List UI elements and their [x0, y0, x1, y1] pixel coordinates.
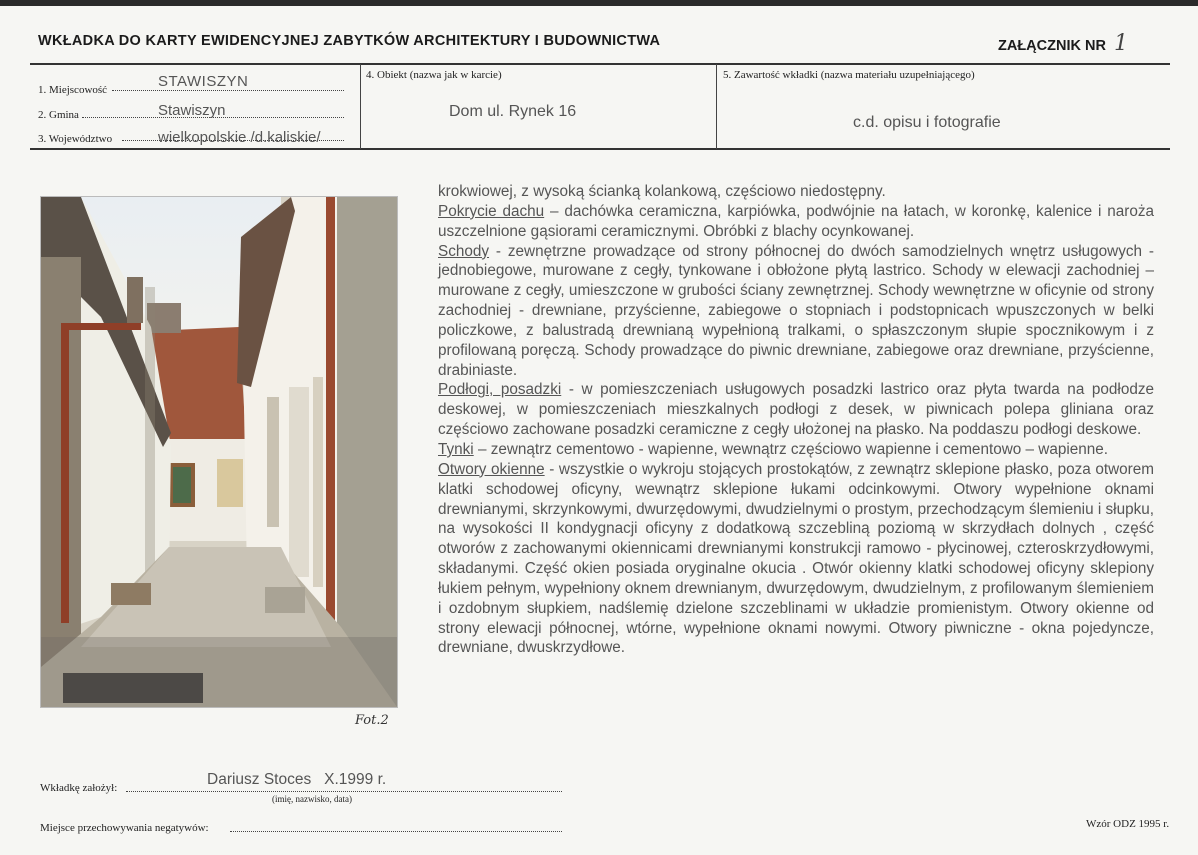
roof-paragraph — [438, 202, 1154, 242]
commune-label: 2. Gmina — [38, 109, 79, 121]
roof-heading: Pokrycie dachu — [438, 202, 545, 220]
annex-label — [998, 31, 1128, 56]
annex-number: 1 — [1113, 31, 1128, 56]
header-bottom-rule — [30, 148, 1170, 150]
plaster-paragraph — [438, 440, 1154, 460]
locality-label: 1. Miejscowość — [38, 84, 108, 96]
description-paragraph: krokwiowej, z wysoką ścianką kolankową, częściowo niedostępny. — [438, 183, 886, 200]
object-label: 4. Obiekt (nazwa jak w karcie) — [366, 69, 502, 81]
negatives-label: Miejsce przechowywania negatywów: — [40, 822, 209, 834]
locality-dots — [112, 90, 344, 91]
photo-caption: Fot.2 — [355, 713, 389, 728]
windows-text: - wszystkie o wykroju stojących prostokątów, z zewnątrz sklepione płasko, poza otworem klatki schodowej oficyny, wewnątrz sklepione łukami odcinkowymi. Otwory wypełnione oknami drewnianymi, skrzynkowymi, dwurzędowymi, dwudzielnymi o prostym, przechodzącym ślemieniu i słupku, na wysokości II kondygnacji oficyny z dodatkową szczebliną poziomą w skrzydłach dolnych , część otworów z zachowanymi okiennicami drewnianymi konstrukcji ramowo - płycinowej, czteroskrzydłowymi, składanymi. Część okien posiada oryginalne okucia . Otwór okienny klatki schodowej oficyny sklepiony łukiem pełnym, wypełniony oknem drewnianym, dwurzędowym, dwudzielnym, z profilowanym ślemieniem i ozdobnym słupkiem, nadślemię dzielone szczeblinami w układzie promienistym. Otwory okienne od strony elewacji północnej, wtórne, wypełnione oknami nowymi. Otwory piwniczne - okna pojedyncze, drewniane, dwuskrzydłowe. — [438, 460, 1155, 657]
floors-heading: Podłogi, posadzki — [438, 381, 562, 399]
content-label: 5. Zawartość wkładki (nazwa materiału uzupełniającego) — [723, 69, 975, 81]
voivodeship-label: 3. Województwo — [38, 133, 113, 145]
form-title: WKŁADKA DO KARTY EWIDENCYJNEJ ZABYTKÓW ARCHITEKTURY I BUDOWNICTWA — [38, 33, 661, 49]
roof-text: – dachówka ceramiczna, karpiówka, podwójnie na łatach, w koronkę, kalenice i naroża uszczelnione gąsiorami ceramicznymi. Obróbki z blachy ocynkowanej. — [438, 202, 1154, 240]
author-dots — [126, 791, 562, 792]
stairs-text: - zewnętrzne prowadzące od strony północnej do dwóch samodzielnych wnętrz usługowych - jednobiegowe, murowane z cegły, tynkowane i obłożone płytą lastrico. Schody w elewacji zachodniej – murowane z cegły, umieszczone w grubości ściany zewnętrznej. Schody wewnętrzne w oficynie od strony zachodniej - drewniane, przyścienne, zabiegowe o stopniach i podstopnicach wpuszczonych w belki policzkowe, z balustradą drewnianą wypełnioną tralkami, o spłaszczonym słupie spocznikowym i z profilowaną poręczą. Schody prowadzące do piwnic drewniane, zabiegowe oraz drewniane, przyścienne, drabiniaste. — [438, 242, 1154, 379]
annex-label-text: ZAŁĄCZNIK NR — [998, 38, 1106, 54]
windows-heading: Otwory okienne — [438, 460, 545, 478]
commune-value: Stawiszyn — [158, 102, 226, 119]
author-hint: (imię, nazwisko, data) — [272, 794, 352, 804]
locality-value: STAWISZYN — [158, 73, 249, 90]
author-value: Dariusz Stoces X.1999 r. — [207, 771, 387, 788]
object-value: Dom ul. Rynek 16 — [449, 103, 577, 120]
plaster-heading: Tynki — [438, 440, 474, 458]
negatives-dots — [230, 831, 562, 832]
header-top-rule — [30, 63, 1170, 65]
floors-text: - w pomieszczeniach usługowych posadzki lastrico oraz płyta twarda na podłodze deskowej, w pomieszczeniach mieszkalnych podłogi z desek, w piwnicach polepa gliniana oraz częściowo zachowane posadzki ceramiczne z cegły ułożonej na płasko. Na poddaszu podłogi deskowe. — [438, 381, 1154, 439]
stairs-paragraph — [438, 242, 1154, 381]
author-label: Wkładkę założył: — [40, 782, 118, 794]
scan-edge — [0, 0, 1198, 6]
header-divider-2 — [716, 64, 717, 149]
building-photo — [40, 196, 398, 708]
floors-paragraph — [438, 380, 1154, 440]
plaster-text: – zewnątrz cementowo - wapienne, wewnątrz częściowo wapienne i cementowo – wapienne. — [473, 440, 1109, 458]
content-value: c.d. opisu i fotografie — [853, 114, 1001, 131]
stairs-heading: Schody — [438, 242, 490, 260]
form-version: Wzór ODZ 1995 r. — [1086, 818, 1170, 830]
voivodeship-value: wielkopolskie /d.kaliskie/ — [158, 129, 321, 146]
header-divider-1 — [360, 64, 361, 149]
description-text — [438, 182, 1154, 658]
windows-paragraph — [438, 460, 1154, 658]
